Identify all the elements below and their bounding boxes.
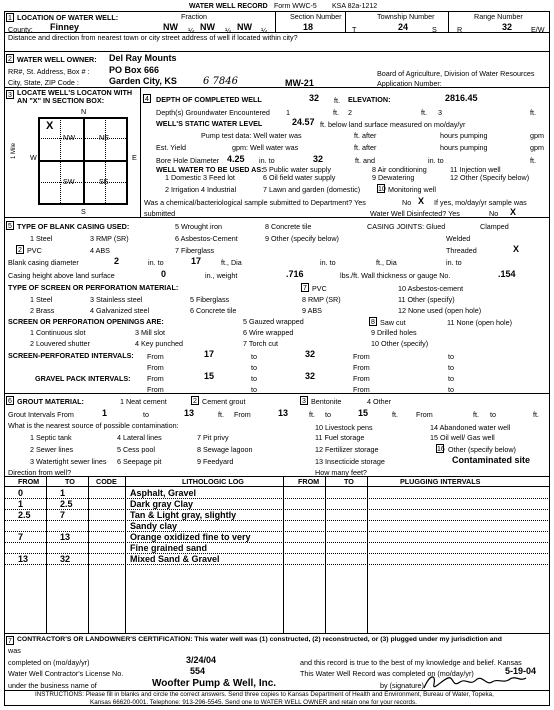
table-row xyxy=(4,520,550,521)
log-to: 2.5 xyxy=(60,499,73,509)
depth-value: 32 xyxy=(309,93,320,103)
ksa-number: KSA 82a-1212 xyxy=(332,3,378,10)
log-to: 32 xyxy=(60,554,71,564)
table-row xyxy=(4,553,550,554)
form-title: WATER WELL RECORD xyxy=(189,3,268,10)
range-value: 32 xyxy=(502,22,513,32)
log-from: 7 xyxy=(18,532,24,542)
log-from: 0 xyxy=(18,488,24,498)
s1-label: LOCATION OF WATER WELL: xyxy=(17,13,119,22)
log-lithology: Sandy clay xyxy=(130,521,178,531)
location-x: X xyxy=(46,120,54,132)
log-lithology: Mixed Sand & Gravel xyxy=(130,554,220,564)
table-row xyxy=(4,542,550,543)
log-lithology: Orange oxidized fine to very xyxy=(130,532,251,542)
log-lithology: Tan & Light gray, slightly xyxy=(130,510,237,520)
static-level-value: 24.57 xyxy=(292,117,315,127)
log-lithology: Dark gray Clay xyxy=(130,499,194,509)
table-row xyxy=(4,509,550,510)
company-name: Woofter Pump & Well, Inc. xyxy=(152,678,277,689)
log-from: 13 xyxy=(18,554,29,564)
contaminated-site: Contaminated site xyxy=(452,455,531,465)
elevation-value: 2816.45 xyxy=(445,93,478,103)
form-number: Form WWC-5 xyxy=(274,3,317,10)
log-lithology: Asphalt, Gravel xyxy=(130,488,197,498)
county-value: Finney xyxy=(50,22,80,32)
log-lithology: Fine grained sand xyxy=(130,543,208,553)
log-from: 2.5 xyxy=(18,510,31,520)
owner-name: Del Ray Mounts xyxy=(109,53,177,63)
log-to: 1 xyxy=(60,488,66,498)
log-from: 1 xyxy=(18,499,24,509)
table-row xyxy=(4,531,550,532)
log-to: 13 xyxy=(60,532,71,542)
table-row xyxy=(4,564,550,565)
log-to: 7 xyxy=(60,510,66,520)
section-value: 18 xyxy=(303,22,314,32)
bore-value: 4.25 xyxy=(227,154,245,164)
table-row xyxy=(4,498,550,499)
township-value: 24 xyxy=(398,22,409,32)
